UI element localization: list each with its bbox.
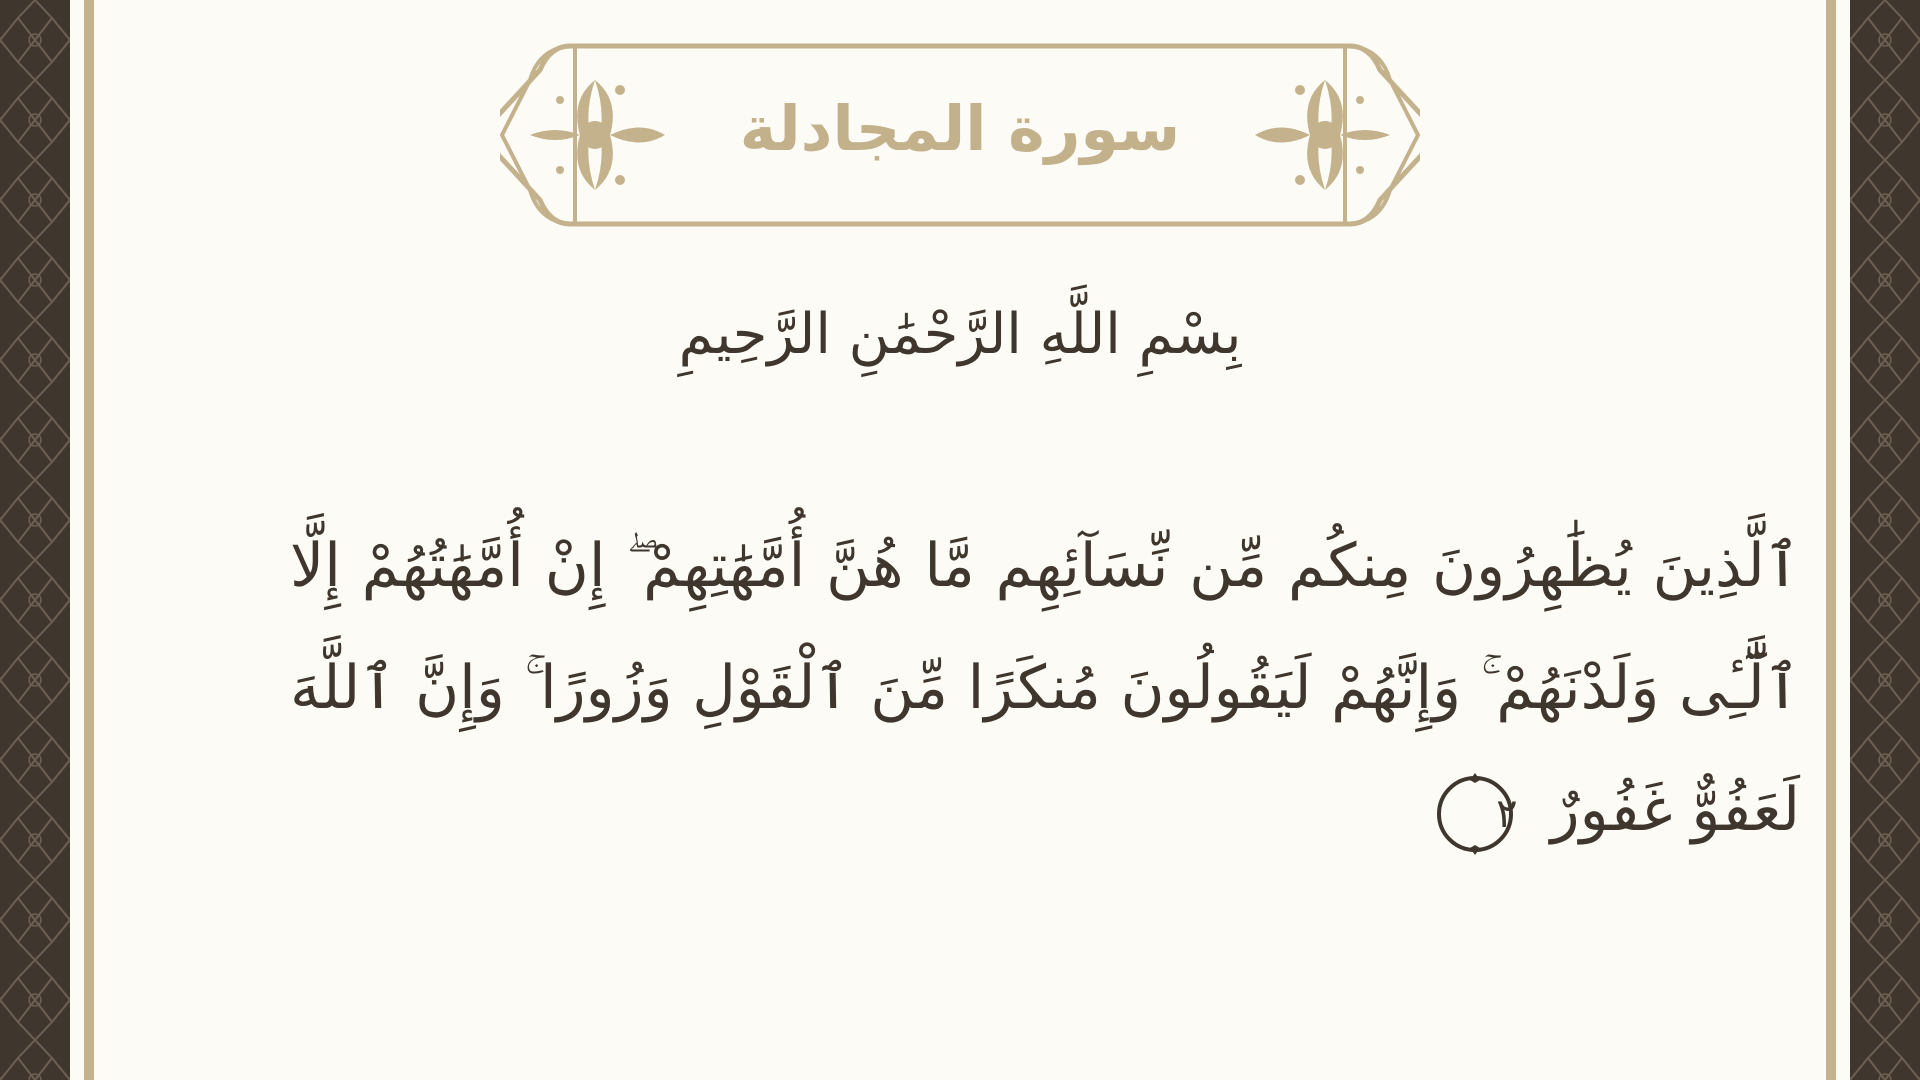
ayah-number: ٢	[1496, 791, 1518, 838]
ayah-end-marker-icon	[1432, 771, 1518, 857]
verse-text: ٱلَّذِينَ يُظَٰهِرُونَ مِنكُم مِّن نِّسَآئِهِم مَّا هُنَّ أُمَّهَٰتِهِمْ ۖ إِنْ أُمَّهَٰتُهُمْ إِلَّا ٱلَّٰٓـِٔى وَلَدْنَهُمْ ۚ وَإِنَّهُمْ لَيَقُولُونَ مُنكَرًا مِّنَ ٱلْقَوْلِ وَزُورًا ۚ وَإِنَّ ٱللَّهَ لَعَفُوٌّ غَفُورٌ	[290, 531, 1800, 845]
right-gold-rule	[1826, 0, 1836, 1080]
surah-title: سورة المجادلة	[739, 92, 1181, 165]
surah-title-banner	[500, 40, 1420, 230]
left-gold-rule	[84, 0, 94, 1080]
left-pattern-border	[0, 0, 70, 1080]
right-pattern-border	[1850, 0, 1920, 1080]
basmala: بِسْمِ اللَّهِ الرَّحْمَٰنِ الرَّحِيمِ	[678, 302, 1242, 367]
left-inner-gap	[70, 0, 74, 1080]
verse-text-block	[290, 505, 1800, 871]
